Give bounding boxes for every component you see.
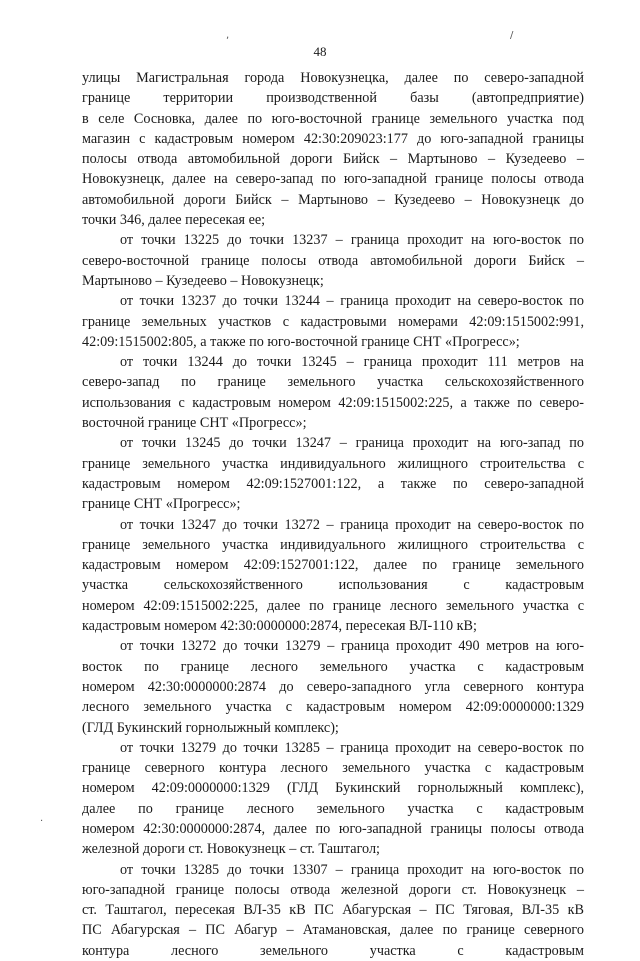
text-line: точки 346, далее пересекая ее; [82, 212, 266, 229]
text-line: от точки 13272 до точки 13279 – граница проходит 490 метров на юго- [120, 638, 584, 655]
text-line: номером 42:09:1515002:225, далее по границе лесного земельного участка с [82, 597, 584, 614]
text-line: восток по границе лесного земельного участка с кадастровым [82, 658, 584, 675]
text-line: Новокузнецк, далее на северо-запад по юго-западной границе полосы отвода [82, 171, 584, 188]
text-line: северо-запад по границе земельного участка сельскохозяйственного [82, 374, 584, 391]
text-line: от точки 13237 до точки 13244 – граница проходит на северо-восток по [120, 293, 584, 310]
text-line: контура лесного земельного участка с кадастровым [82, 942, 584, 959]
text-line: от точки 13285 до точки 13307 – граница проходит на юго-восток по [120, 861, 584, 878]
text-line: кадастровым номером 42:09:1527001:122, далее по границе земельного [82, 557, 584, 574]
text-line: улицы Магистральная города Новокузнецка, далее по северо-западной [82, 70, 584, 86]
text-line: границе северного контура лесного земельного участка с кадастровым [82, 760, 584, 777]
body-text [82, 68, 584, 961]
text-line: лесного земельного участка с кадастровым номером 42:09:0000000:1329 [82, 699, 584, 716]
text-line: от точки 13244 до точки 13245 – граница проходит 111 метров на [120, 354, 584, 371]
text-line: от точки 13245 до точки 13247 – граница проходит на юго-запад по [120, 435, 584, 452]
text-line: номером 42:09:0000000:1329 (ГЛД Букинский горнолыжный комплекс), [82, 780, 584, 797]
text-line: магазин с кадастровым номером 42:30:209023:177 до юго-западной границы [82, 130, 584, 147]
text-line: от точки 13247 до точки 13272 – граница проходит на северо-восток по [120, 516, 584, 533]
text-line: границе земельного участка индивидуального жилищного строительства с [82, 455, 584, 472]
text-line: границе СНТ «Прогресс»; [82, 496, 241, 513]
text-line: юго-западной границе полосы отвода железной дороги ст. Новокузнецк – [82, 881, 584, 898]
text-line: номером 42:30:0000000:2874 до северо-западного угла северного контура [82, 678, 584, 695]
text-line: восточной границе СНТ «Прогресс»; [82, 415, 307, 432]
text-line: железной дороги ст. Новокузнецк – ст. Таштагол; [82, 841, 380, 858]
text-line: номером 42:30:0000000:2874, далее по юго-западной границы полосы отвода [82, 820, 584, 837]
text-line: Мартыново – Кузедеево – Новокузнецк; [82, 272, 324, 289]
page-number: 48 [313, 44, 327, 59]
scan-mark: · [40, 816, 44, 827]
text-line: границе земельных участков с кадастровыми номерами 42:09:1515002:991, [82, 313, 584, 330]
text-line: ПС Абагурская – ПС Абагур – Атамановская, далее по границе северного [82, 922, 584, 939]
text-line: кадастровым номером 42:09:1527001:122, а также по северо-западной [82, 475, 584, 492]
text-line: ст. Таштагол, пересекая ВЛ-35 кВ ПС Абагурская – ПС Тяговая, ВЛ-35 кВ [82, 902, 584, 919]
scan-mark: / [510, 30, 514, 41]
text-line: (ГЛД Букинский горнолыжный комплекс); [82, 719, 339, 736]
text-line: использования с кадастровым номером 42:09:1515002:225, а также по северо- [82, 394, 584, 411]
text-line: 42:09:1515002:805, а также по юго-восточной границе СНТ «Прогресс»; [82, 333, 520, 350]
text-line: северо-восточной границе полосы отвода автомобильной дороги Бийск – [82, 252, 584, 269]
text-line: участка сельскохозяйственного использования с кадастровым [82, 577, 584, 594]
text-line: автомобильной дороги Бийск – Мартыново – Кузедеево – Новокузнецк до [82, 191, 584, 208]
text-line: далее по границе лесного земельного участка с кадастровым [82, 800, 584, 817]
text-line: от точки 13279 до точки 13285 – граница проходит на северо-восток по [120, 739, 584, 756]
text-line: кадастровым номером 42:30:0000000:2874, пересекая ВЛ-110 кВ; [82, 618, 477, 635]
text-line: от точки 13225 до точки 13237 – граница проходит на юго-восток по [120, 232, 584, 249]
text-line: границе территории производственной базы (автопредприятие) [82, 90, 584, 107]
text-line: полосы отвода автомобильной дороги Бийск – Мартыново – Кузедеево – [82, 151, 584, 168]
text-line: границе земельного участка индивидуального жилищного строительства с [82, 536, 584, 553]
text-line: в селе Сосновка, далее по юго-восточной границе земельного участка под [82, 110, 584, 127]
scan-mark: , [226, 30, 230, 41]
